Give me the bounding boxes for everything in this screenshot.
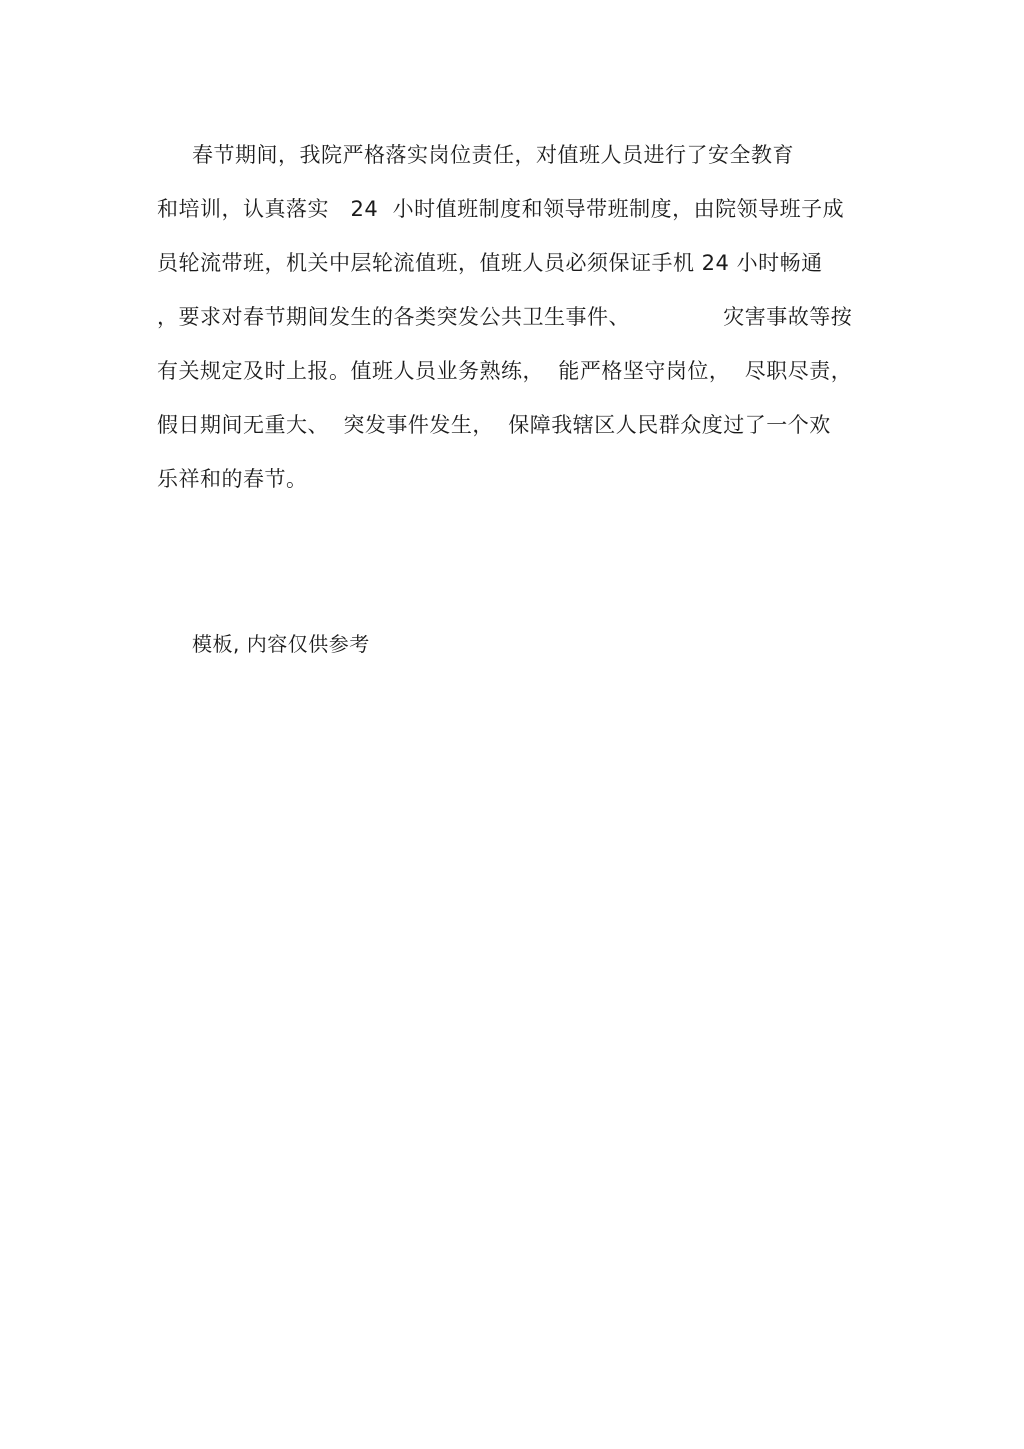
footer-note: 模板, 内容仅供参考 (192, 632, 370, 656)
paragraph-line: 假日期间无重大、 突发事件发生， 保障我辖区人民群众度过了一个欢 (157, 413, 831, 437)
paragraph-line: 和培训，认真落实 24 小时值班制度和领导带班制度，由院领导班子成 (157, 197, 845, 221)
paragraph-line: ，要求对春节期间发生的各类突发公共卫生事件、 灾害事故等按 (157, 305, 853, 329)
body-paragraph (0, 0, 1024, 520)
paragraph-line: 员轮流带班，机关中层轮流值班，值班人员必须保证手机 24 小时畅通 (157, 251, 823, 275)
paragraph-line: 乐祥和的春节。 (157, 467, 308, 491)
paragraph-line: 有关规定及时上报。值班人员业务熟练， 能严格坚守岗位， 尽职尽责， (157, 359, 853, 383)
paragraph-line: 春节期间，我院严格落实岗位责任，对值班人员进行了安全教育 (192, 143, 794, 167)
